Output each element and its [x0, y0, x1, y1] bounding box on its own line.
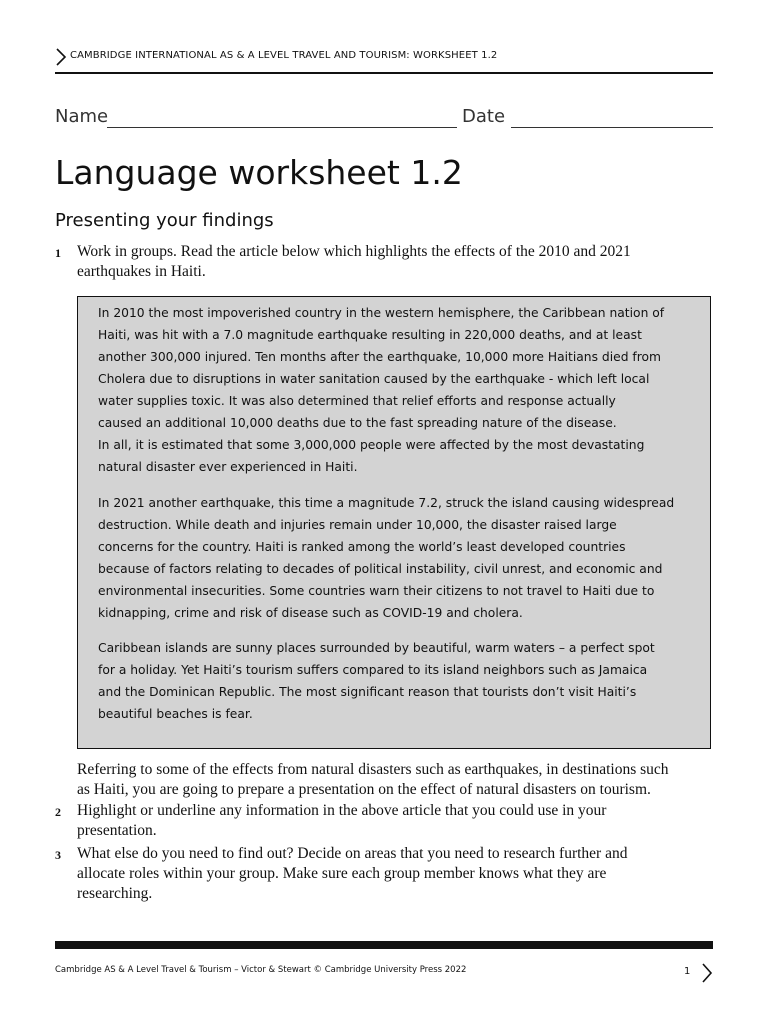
- name-field[interactable]: [107, 127, 457, 128]
- article-line: Haiti, was hit with a 7.0 magnitude earthquake resulting in 220,000 deaths, and at least: [98, 328, 642, 342]
- article-line: concerns for the country. Haiti is ranked among the world’s least developed countries: [98, 540, 626, 554]
- article-line: another 300,000 injured. Ten months after the earthquake, 10,000 more Haitians died from: [98, 350, 662, 364]
- article-line: kidnapping, crime and risk of disease such as COVID-19 and cholera.: [98, 606, 523, 620]
- question-line: presentation.: [77, 822, 157, 839]
- footer-credit: Cambridge AS & A Level Travel & Tourism – Victor & Stewart © Cambridge University Press 2022: [55, 965, 467, 975]
- article-line: environmental insecurities. Some countries warn their citizens to not travel to Haiti due to: [98, 584, 655, 598]
- question-line: What else do you need to find out? Decide on areas that you need to research further and: [77, 845, 628, 862]
- article-paragraph: [98, 492, 698, 624]
- instruction-text: [77, 760, 713, 800]
- name-label: Name: [55, 106, 109, 127]
- article-paragraph: [98, 302, 698, 478]
- question-number: 2: [55, 805, 61, 819]
- article-paragraph: [98, 637, 698, 725]
- date-field[interactable]: [511, 127, 713, 128]
- instruction-line: Referring to some of the effects from natural disasters such as earthquakes, in destinations such: [77, 761, 669, 778]
- footer-rule: [55, 941, 713, 949]
- section-subtitle: Presenting your findings: [55, 210, 274, 231]
- question-line: allocate roles within your group. Make sure each group member knows what they are: [77, 865, 607, 882]
- article-line: and the Dominican Republic. The most significant reason that tourists don’t visit Haiti’s: [98, 685, 637, 699]
- question-line: researching.: [77, 885, 153, 902]
- article-line: caused an additional 10,000 deaths due to the fast spreading nature of the disease.: [98, 416, 617, 430]
- question-number: 3: [55, 848, 61, 862]
- article-line: for a holiday. Yet Haiti’s tourism suffers compared to its island neighbors such as Jamaica: [98, 663, 648, 677]
- question-text: [77, 801, 707, 841]
- question-line: Highlight or underline any information in the above article that you could use in your: [77, 802, 607, 819]
- question-line: earthquakes in Haiti.: [77, 263, 206, 280]
- article-line: destruction. While death and injuries remain under 10,000, the disaster raised large: [98, 518, 617, 532]
- article-line: In all, it is estimated that some 3,000,000 people were affected by the most devastating: [98, 438, 645, 452]
- question-text: [77, 844, 707, 904]
- page-number: 1: [684, 966, 691, 977]
- article-line: water supplies toxic. It was also determined that relief efforts and response actually: [98, 394, 616, 408]
- running-header: CAMBRIDGE INTERNATIONAL AS & A LEVEL TRAVEL AND TOURISM: WORKSHEET 1.2: [70, 50, 498, 61]
- article-line: In 2021 another earthquake, this time a magnitude 7.2, struck the island causing widespread: [98, 496, 675, 510]
- article-line: Caribbean islands are sunny places surrounded by beautiful, warm waters – a perfect spot: [98, 641, 655, 655]
- page-title: Language worksheet 1.2: [55, 153, 463, 192]
- header-rule: [55, 72, 713, 74]
- next-page-chevron-icon[interactable]: [701, 963, 713, 983]
- article-line: because of factors relating to decades of political instability, civil unrest, and economic and: [98, 562, 663, 576]
- article-line: beautiful beaches is fear.: [98, 707, 253, 721]
- article-line: natural disaster ever experienced in Haiti.: [98, 460, 358, 474]
- article-line: In 2010 the most impoverished country in the western hemisphere, the Caribbean nation of: [98, 306, 665, 320]
- question-line: Work in groups. Read the article below which highlights the effects of the 2010 and 2021: [77, 243, 631, 260]
- instruction-line: as Haiti, you are going to prepare a presentation on the effect of natural disasters on tourism.: [77, 781, 651, 798]
- question-number: 1: [55, 246, 61, 260]
- question-text: [77, 242, 707, 282]
- chevron-right-icon: [55, 48, 67, 66]
- article-line: Cholera due to disruptions in water sanitation caused by the earthquake - which left local: [98, 372, 650, 386]
- date-label: Date: [462, 106, 506, 127]
